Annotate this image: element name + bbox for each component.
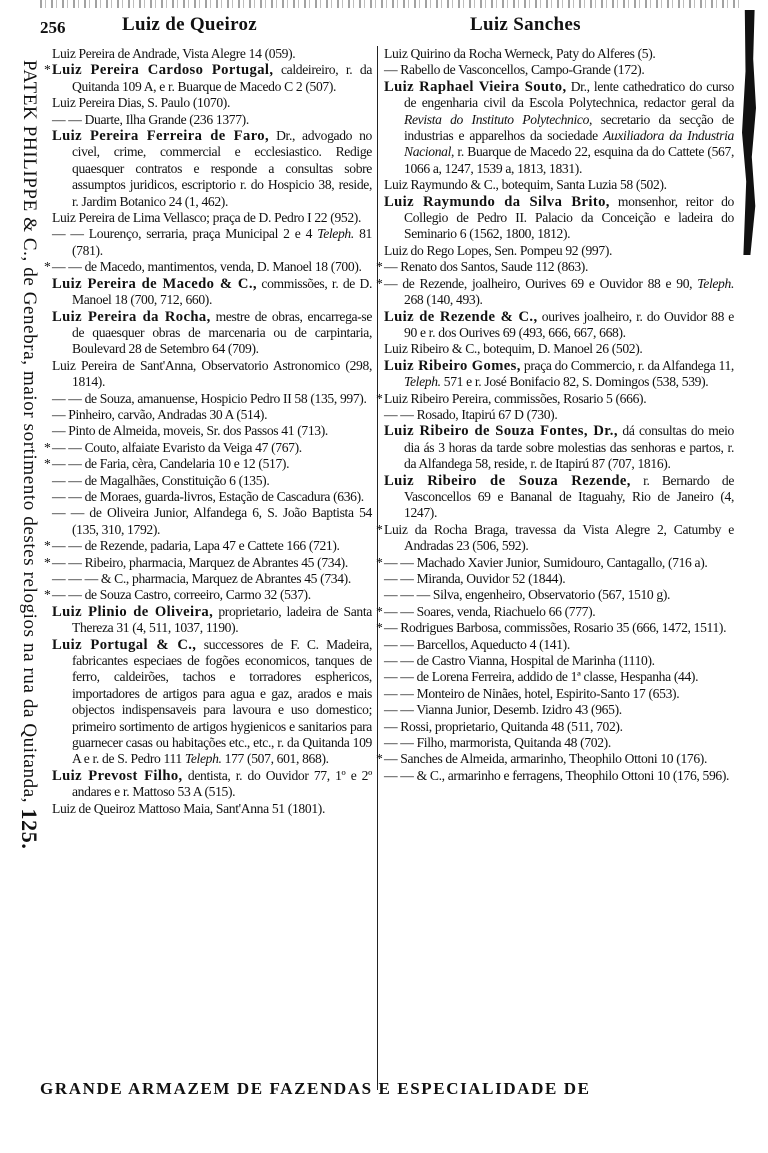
directory-entry [44, 587, 372, 603]
entry-text: successores de F. C. Madeira, fabricantes especiaes de fogões economicos, tanques de ferro, caldeirões, tachos e torradores esphericos, importadores de artigos para agua e gaz, arados e mais objectos indispensaveis para lavoura e uso domestico; primeiro sortimento de artigos hygienicos e sanitarios para guarnecer casas ou habitações etc., etc., r. da Quitanda 109 A e r. de S. Pedro 111 [72, 636, 372, 767]
entry-text: — — Barcellos, Aqueducto 4 (141). [384, 636, 570, 652]
entry-text: proprietario, ladeira de Santa Thereza 31 (4, 511, 1037, 1190). [72, 603, 372, 636]
directory-entry [52, 210, 372, 226]
directory-entry [384, 341, 734, 357]
entry-mark: * [44, 259, 51, 275]
directory-entry [52, 407, 372, 423]
entry-name: Luiz de Rezende & C., [384, 308, 538, 325]
directory-entry [384, 637, 734, 653]
directory-entry [376, 751, 734, 767]
entry-text: , secretario da secção de industrias e apparelhos da sociedade [404, 111, 734, 144]
entry-text: dá consultas do meio dia ás 3 horas da tarde sobre molestias das senhoras e partos, r. da Alfandega 58, reside, r. de Itapirú 87 (707, 1816). [404, 423, 734, 472]
directory-entry [384, 473, 734, 522]
entry-mark: * [376, 259, 383, 275]
entry-text: — — de Souza Castro, correeiro, Carmo 32 (537). [52, 587, 311, 603]
directory-entry [384, 423, 734, 472]
entry-text: — — Couto, alfaiate Evaristo da Veiga 47 (767). [52, 439, 302, 455]
directory-entry [384, 768, 734, 784]
advert-number: 125. [17, 808, 42, 850]
entry-text: — — Miranda, Ouvidor 52 (1844). [384, 571, 566, 586]
entry-text: — Sanches de Almeida, armarinho, Theophilo Ottoni 10 (176). [384, 751, 708, 767]
directory-entry [384, 177, 734, 193]
directory-entry [384, 702, 734, 718]
directory-entry [384, 587, 734, 603]
directory-entry [52, 112, 372, 128]
entry-text: caldeireiro, r. da Quitanda 109 A, e r. Buarque de Macedo C 2 (507). [72, 62, 372, 94]
entry-text: 268 (140, 493). [404, 292, 483, 308]
advert-brand: PATEK PHILIPPE & C., [19, 60, 40, 262]
directory-entry [52, 637, 372, 768]
entry-text: — — de Faria, cèra, Candelaria 10 e 12 (517). [52, 456, 290, 472]
directory-entry [384, 686, 734, 702]
entry-name: Luiz Pereira da Rocha, [52, 308, 211, 325]
directory-entry [52, 128, 372, 210]
entry-text: — Rossi, proprietario, Quitanda 48 (511, 702). [384, 718, 623, 734]
directory-entry [52, 768, 372, 801]
entry-mark: * [44, 62, 51, 78]
directory-entry [44, 554, 372, 571]
entry-text: — — de Moraes, guarda-livros, Estação de Cascadura (636). [52, 488, 364, 504]
entry-mark: * [44, 554, 51, 570]
entry-text: praça do Commercio, r. da Alfandega 11, [520, 357, 734, 373]
entry-text: — — de Rezende, padaria, Lapa 47 e Cattete 166 (721). [52, 538, 340, 554]
entry-name: Luiz Ribeiro de Souza Fontes, Dr., [384, 423, 618, 440]
directory-entry [384, 669, 734, 685]
entry-text: — — de Magalhães, Constituição 6 (135). [52, 472, 270, 488]
entry-name: Luiz Prevost Filho, [52, 767, 183, 784]
directory-entry [44, 62, 372, 95]
directory-entry [52, 226, 372, 259]
entry-text: — — de Lorena Ferreira, addido de 1ª classe, Hespanha (44). [384, 669, 699, 685]
entry-name: Luiz Raymundo da Silva Brito, [384, 193, 610, 210]
entry-text: Luiz Pereira de Lima Vellasco; praça de D. Pedro I 22 (952). [52, 210, 362, 226]
entry-text: — — Vianna Junior, Desemb. Izidro 43 (965). [384, 702, 622, 718]
entry-mark: * [376, 554, 383, 570]
right-running-head: Luiz Sanches [470, 14, 581, 35]
entry-name: Luiz Ribeiro Gomes, [384, 357, 521, 374]
entry-text: Luiz Ribeiro Pereira, commissões, Rosario 5 (666). [384, 390, 647, 406]
entry-text: — Rabello de Vasconcellos, Campo-Grande (172). [384, 62, 645, 78]
directory-entry [376, 521, 734, 555]
footer-advertisement: GRANDE ARMAZEM DE FAZENDAS E ESPECIALIDADE DE [40, 1079, 591, 1098]
entry-text: Luiz Raymundo & C., botequim, Santa Luzia 58 (502). [384, 177, 667, 193]
entry-mark: * [44, 439, 51, 455]
entry-italic: Teleph. [317, 226, 354, 242]
side-advertisement [16, 60, 42, 850]
directory-entry [384, 358, 734, 391]
entry-text: mestre de obras, encarrega-se de quaesquer obras de marcenaria ou de carpintaria, Boulevard 28 de Setembro 64 (709). [72, 308, 373, 357]
entry-text: — — Filho, marmorista, Quitanda 48 (702). [384, 735, 611, 751]
entry-text: — — Duarte, Ilha Grande (236 1377). [52, 111, 249, 127]
entry-text: Luiz Pereira de Sant'Anna, Observatorio Astronomico (298, 1814). [52, 357, 372, 390]
entry-name: Luiz Pereira Cardoso Portugal, [52, 62, 274, 79]
entry-text: — — — & C., pharmacia, Marquez de Abrantes 45 (734). [52, 571, 351, 586]
directory-entry [52, 46, 372, 62]
entry-text: , r. Buarque de Macedo 22, esquina da do Cattete (567, 1066 a, 1247, 1539 a, 1813, 1831). [404, 144, 734, 176]
entry-mark: * [376, 390, 383, 406]
directory-entry [376, 275, 734, 309]
entry-italic: Teleph. [404, 374, 441, 390]
entry-text: — — & C., armarinho e ferragens, Theophilo Ottoni 10 (176, 596). [384, 767, 730, 783]
right-column [376, 46, 735, 784]
scan-noise [40, 0, 740, 8]
entry-text: — — Machado Xavier Junior, Sumidouro, Cantagallo, (716 a). [384, 554, 708, 570]
directory-entry [384, 194, 734, 243]
entry-mark: * [44, 587, 51, 603]
directory-entry [376, 620, 734, 636]
directory-entry [376, 603, 734, 620]
directory-entry [52, 571, 372, 587]
entry-mark: * [376, 275, 383, 291]
left-column [44, 46, 373, 817]
entry-text: commissões, r. de D. Manoel 18 (700, 712, 660). [72, 275, 372, 308]
directory-entry [376, 554, 734, 571]
entry-mark: * [376, 751, 383, 767]
directory-entry [384, 719, 734, 735]
entry-text: — — de Souza, amanuense, Hospicio Pedro II 58 (135, 997). [52, 390, 367, 406]
directory-entry [44, 456, 372, 472]
entry-text: 571 e r. José Bonifacio 82, S. Domingos (538, 539). [440, 374, 709, 390]
entry-text: Luiz Quirino da Rocha Werneck, Paty do Alferes (5). [384, 46, 656, 61]
entry-text: Luiz de Queiroz Mattoso Maia, Sant'Anna 51 (1801). [52, 800, 325, 816]
directory-entry [52, 423, 372, 439]
directory-entry [384, 309, 734, 342]
directory-entry [384, 407, 734, 423]
entry-text: monsenhor, reitor do Collegio de Pedro II. Palacio da Conceição e ladeira do Seminario 6 (1562, 1800, 1812). [404, 193, 734, 242]
page-number: 256 [40, 18, 66, 37]
directory-entry [52, 358, 372, 391]
entry-name: Luiz Ribeiro de Souza Rezende, [384, 472, 631, 489]
entry-text: — — de Macedo, mantimentos, venda, D. Manoel 18 (700). [52, 259, 362, 275]
entry-text: — — — Silva, engenheiro, Observatorio (567, 1510 g). [384, 587, 671, 603]
entry-mark: * [44, 456, 51, 472]
directory-entry [384, 62, 734, 78]
entry-text: 177 (507, 601, 868). [221, 751, 329, 767]
entry-mark: * [376, 521, 383, 537]
directory-entry [376, 390, 734, 407]
entry-text: — Pinheiro, carvão, Andradas 30 A (514). [52, 406, 268, 422]
directory-entry [52, 489, 372, 505]
entry-mark: * [376, 620, 383, 636]
entry-text: — de Rezende, joalheiro, Ourives 69 e Ouvidor 88 e 90, [384, 275, 698, 291]
entry-text: — — Lourenço, serraria, praça Municipal 2 e 4 [52, 226, 318, 242]
entry-name: Luiz Raphael Vieira Souto, [384, 78, 567, 95]
entry-italic: Teleph. [184, 751, 222, 767]
directory-entry [384, 46, 734, 62]
entry-text: — — de Oliveira Junior, Alfandega 6, S. João Baptista 54 (135, 310, 1792). [52, 505, 372, 537]
entry-text: 81 (781). [72, 226, 372, 258]
entry-text: ourives joalheiro, r. do Ouvidor 88 e 90 e r. dos Ourives 69 (493, 666, 667, 668). [404, 308, 734, 340]
entry-text: — Renato dos Santos, Saude 112 (863). [384, 259, 589, 275]
left-running-head: Luiz de Queiroz [122, 14, 258, 35]
entry-text: Luiz Pereira Dias, S. Paulo (1070). [52, 95, 231, 111]
entry-text: — — de Castro Vianna, Hospital de Marinha (1110). [384, 653, 655, 669]
entry-text: Luiz Pereira de Andrade, Vista Alegre 14 (059). [52, 46, 296, 61]
directory-entry [384, 735, 734, 751]
entry-mark: * [376, 603, 383, 619]
directory-entry [384, 653, 734, 669]
entry-text: r. Bernardo de Vasconcellos 69 e Bananal de Itaguahy, Rio de Janeiro (4, 1247). [404, 472, 735, 521]
entry-italic: Revista do Instituto Polytechnico [404, 111, 590, 127]
advert-text: de Genebra, maior sortimento destes relogios na rua da Quitanda, [19, 261, 40, 809]
directory-entry [52, 801, 372, 817]
directory-entry [44, 259, 372, 275]
entry-text: Dr., advogado no civel, crime, commercial e ecclesiastico. Redige quaesquer contratos e responde a consultas sobre assumptos juridicos, escriptorio r. do Hospicio 38, reside, r. Jardim Botanico 24 (1, 462). [72, 128, 372, 209]
directory-entry [44, 538, 372, 554]
entry-text: — Rodrigues Barbosa, commissões, Rosario 35 (666, 1472, 1511). [384, 620, 727, 636]
entry-text: — — Soares, venda, Riachuelo 66 (777). [384, 603, 596, 619]
entry-mark: * [44, 538, 51, 554]
directory-entry [52, 473, 372, 489]
directory-entry [44, 439, 372, 456]
entry-name: Luiz Portugal & C., [52, 636, 197, 653]
entry-text: Luiz do Rego Lopes, Sen. Pompeu 92 (997). [384, 242, 613, 258]
entry-name: Luiz Plinio de Oliveira, [52, 603, 214, 620]
entry-text: — — Monteiro de Ninães, hotel, Espirito-Santo 17 (653). [384, 685, 680, 701]
entry-text: Dr., lente cathedratico do curso de engenharia civil da Escola Polytechnica, redactor geral da [404, 78, 734, 111]
entry-text: — — Ribeiro, pharmacia, Marquez de Abrantes 45 (734). [52, 554, 348, 570]
directory-entry [384, 243, 734, 259]
entry-text: Luiz Ribeiro & C., botequim, D. Manoel 26 (502). [384, 341, 643, 357]
entry-text: — Pinto de Almeida, moveis, Sr. dos Passos 41 (713). [52, 423, 328, 439]
directory-entry [52, 276, 372, 309]
directory-entry [52, 309, 372, 358]
directory-entry [376, 259, 734, 275]
directory-entry [384, 571, 734, 587]
entry-text: — — Rosado, Itapirú 67 D (730). [384, 406, 558, 422]
entry-name: Luiz Pereira Ferreira de Faro, [52, 128, 270, 145]
entry-name: Luiz Pereira de Macedo & C., [52, 275, 257, 292]
directory-entry [52, 604, 372, 637]
directory-entry [52, 391, 372, 407]
entry-italic: Auxiliadora da Industria Nacional [404, 128, 734, 160]
directory-entry [384, 79, 734, 177]
directory-entry [52, 505, 372, 538]
entry-text: Luiz da Rocha Braga, travessa da Vista Alegre 2, Catumby e Andradas 23 (506, 592). [384, 521, 734, 554]
entry-italic: Teleph. [697, 275, 734, 291]
page-edge-tape [742, 10, 756, 255]
entry-text: dentista, r. do Ouvidor 77, 1º e 2º andares e r. Mattoso 53 A (515). [72, 767, 372, 800]
directory-entry [52, 95, 372, 111]
